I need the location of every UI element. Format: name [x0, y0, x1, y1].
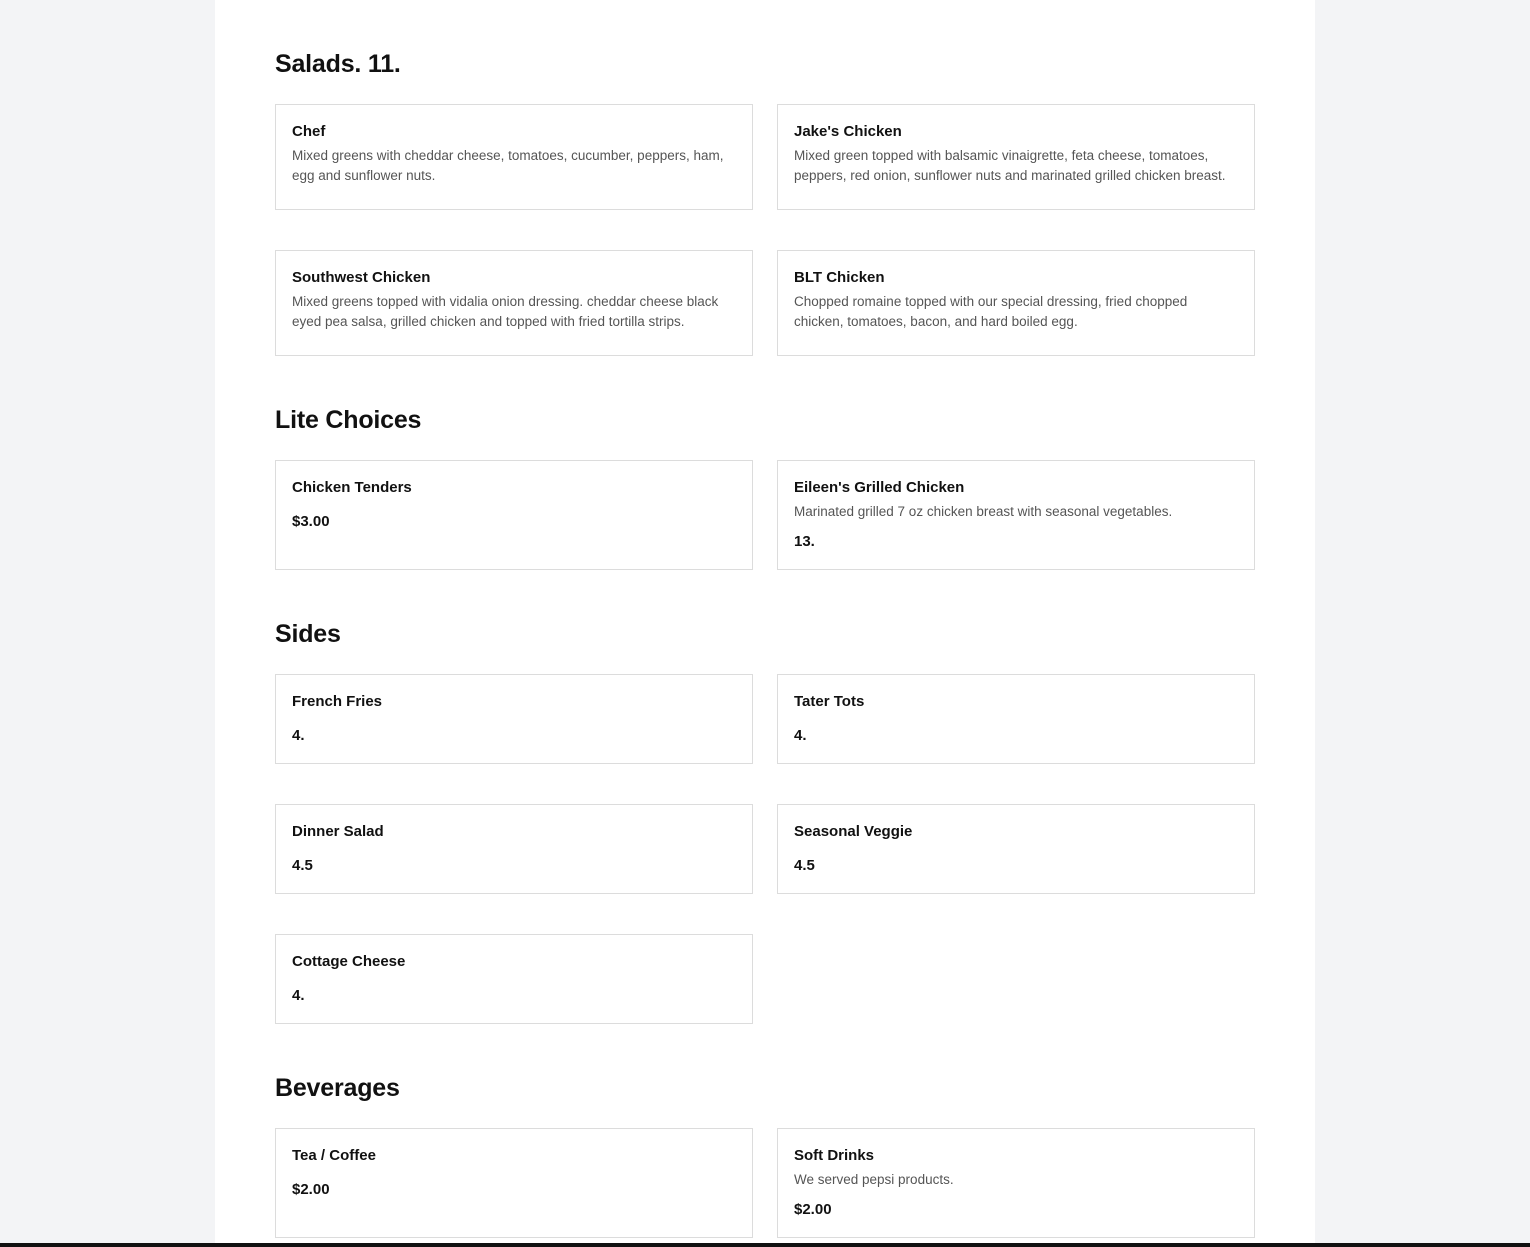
item-price: 4.5 — [292, 857, 313, 874]
item-name: French Fries — [292, 693, 383, 710]
item-price: 4. — [292, 987, 305, 1004]
menu-item-tater-tots[interactable] — [777, 674, 1255, 764]
item-name: Chicken Tenders — [292, 479, 412, 496]
item-price: 13. — [794, 533, 815, 550]
menu-item-soft-drinks[interactable] — [777, 1128, 1255, 1238]
item-name: Southwest Chicken — [292, 269, 431, 286]
section-title-sides: Sides — [275, 620, 341, 648]
menu-item-jakes-chicken[interactable] — [777, 104, 1255, 210]
section-title-lite-choices: Lite Choices — [275, 406, 422, 434]
item-name: Seasonal Veggie — [794, 823, 913, 840]
section-title-beverages: Beverages — [275, 1074, 400, 1102]
item-name: Chef — [292, 123, 326, 140]
section-title-salads: Salads. 11. — [275, 50, 401, 78]
item-price: 4. — [292, 727, 305, 744]
item-name: Cottage Cheese — [292, 953, 406, 970]
item-price: $3.00 — [292, 513, 330, 530]
menu-item-blt-chicken[interactable] — [777, 250, 1255, 356]
item-name: Tater Tots — [794, 693, 865, 710]
menu-page — [215, 0, 1315, 1247]
menu-item-seasonal-veggie[interactable] — [777, 804, 1255, 894]
item-price: $2.00 — [794, 1201, 832, 1218]
item-name: Tea / Coffee — [292, 1147, 376, 1164]
bottom-edge-bar — [0, 1243, 1530, 1247]
item-name: Jake's Chicken — [794, 123, 902, 140]
item-name: Eileen's Grilled Chicken — [794, 479, 965, 496]
item-description: Mixed greens topped with vidalia onion dressing. cheddar cheese black eyed pea salsa, grilled chicken and topped with fried tortilla strips. — [292, 294, 719, 329]
menu-item-french-fries[interactable] — [275, 674, 753, 764]
item-price: 4.5 — [794, 857, 815, 874]
item-price: 4. — [794, 727, 807, 744]
item-description: Chopped romaine topped with our special dressing, fried chopped chicken, tomatoes, bacon, and hard boiled egg. — [794, 294, 1188, 329]
item-name: BLT Chicken — [794, 269, 885, 286]
menu-item-tea-coffee[interactable] — [275, 1128, 753, 1238]
item-description: Mixed greens with cheddar cheese, tomatoes, cucumber, peppers, ham, egg and sunflower nuts. — [292, 148, 724, 183]
menu-item-eileens-grilled-chicken[interactable] — [777, 460, 1255, 570]
item-name: Dinner Salad — [292, 823, 384, 840]
menu-item-dinner-salad[interactable] — [275, 804, 753, 894]
item-description: We served pepsi products. — [794, 1172, 954, 1187]
item-description: Marinated grilled 7 oz chicken breast with seasonal vegetables. — [794, 504, 1173, 519]
item-description: Mixed green topped with balsamic vinaigrette, feta cheese, tomatoes, peppers, red onion, sunflower nuts and marinated grilled chicken breast. — [794, 148, 1226, 183]
menu-item-cottage-cheese[interactable] — [275, 934, 753, 1024]
menu-item-chicken-tenders[interactable] — [275, 460, 753, 570]
menu-item-chef[interactable] — [275, 104, 753, 210]
item-price: $2.00 — [292, 1181, 330, 1198]
item-name: Soft Drinks — [794, 1147, 875, 1164]
menu-item-southwest-chicken[interactable] — [275, 250, 753, 356]
